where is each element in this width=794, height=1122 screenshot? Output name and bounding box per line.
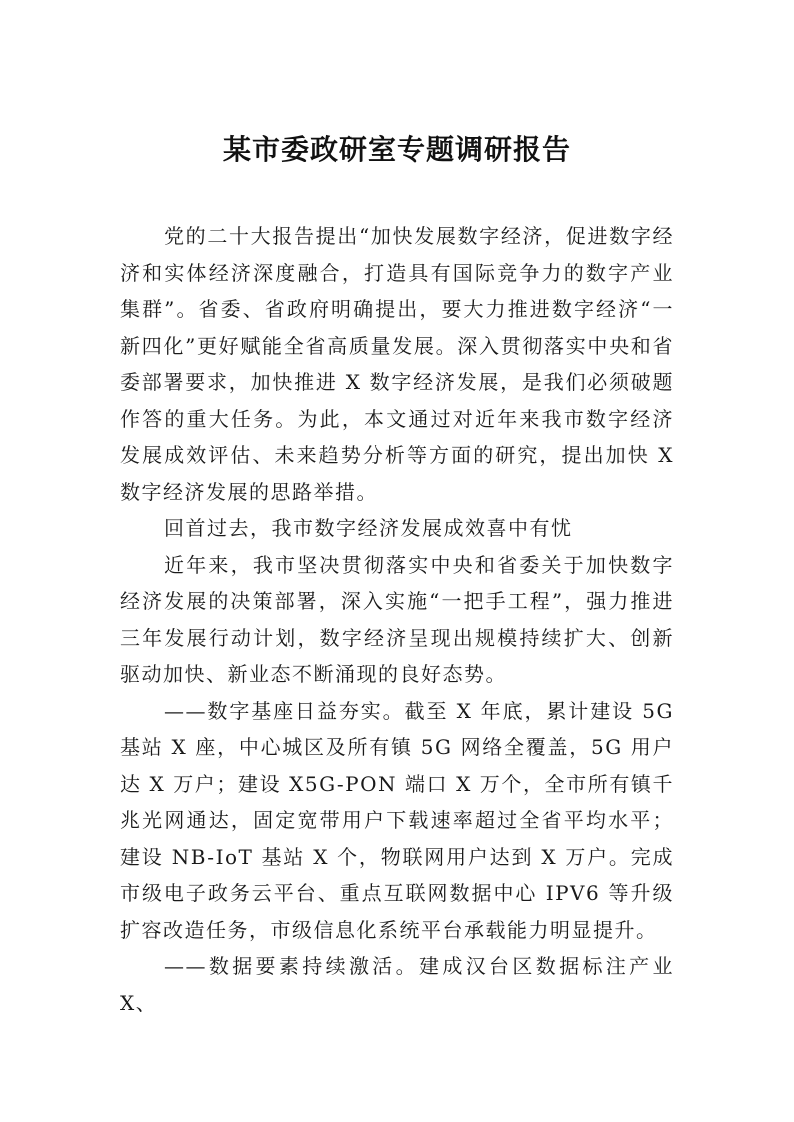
paragraph-digital-infrastructure: ——数字基座日益夯实。截至 X 年底，累计建设 5G 基站 X 座，中心城区及所有镇 5G 网络全覆盖，5G 用户达 X 万户；建设 X5G-PON 端口 X 万个，全市所有镇千兆光网通达，固定宽带用户下载速率超过全省平均水平；建设 NB-IoT 基站 X 个，物联网用户达到 X 万户。完成市级电子政务云平台、重点互联网数据中心 IPV6 等升级扩容改造任务，市级信息化系统平台承载能力明显提升。 xyxy=(120,698,674,942)
paragraph-intro: 党的二十大报告提出“加快发展数字经济，促进数字经济和实体经济深度融合，打造具有国际竞争力的数字产业集群”。省委、省政府明确提出，要大力推进数字经济“一新四化”更好赋能全省高质量发展。深入贯彻落实中央和省委部署要求，加快推进 X 数字经济发展，是我们必须破题作答的重大任务。为此，本文通过对近年来我市数字经济发展成效评估、未来趋势分析等方面的研究，提出加快 X 数字经济发展的思路举措。 xyxy=(120,224,674,504)
section-heading: 回首过去，我市数字经济发展成效喜中有忧 xyxy=(164,516,573,540)
paragraph-data-elements: ——数据要素持续激活。建成汉台区数据标注产业X、 xyxy=(120,954,674,1015)
document-title: 某市委政研室专题调研报告 xyxy=(222,133,571,166)
paragraph-overview: 近年来，我市坚决贯彻落实中央和省委关于加快数字经济发展的决策部署，深入实施“一把手工程”，强力推进三年发展行动计划，数字经济呈现出规模持续扩大、创新驱动加快、新业态不断涌现的良好态势。 xyxy=(120,552,674,686)
document-body xyxy=(120,218,674,1021)
